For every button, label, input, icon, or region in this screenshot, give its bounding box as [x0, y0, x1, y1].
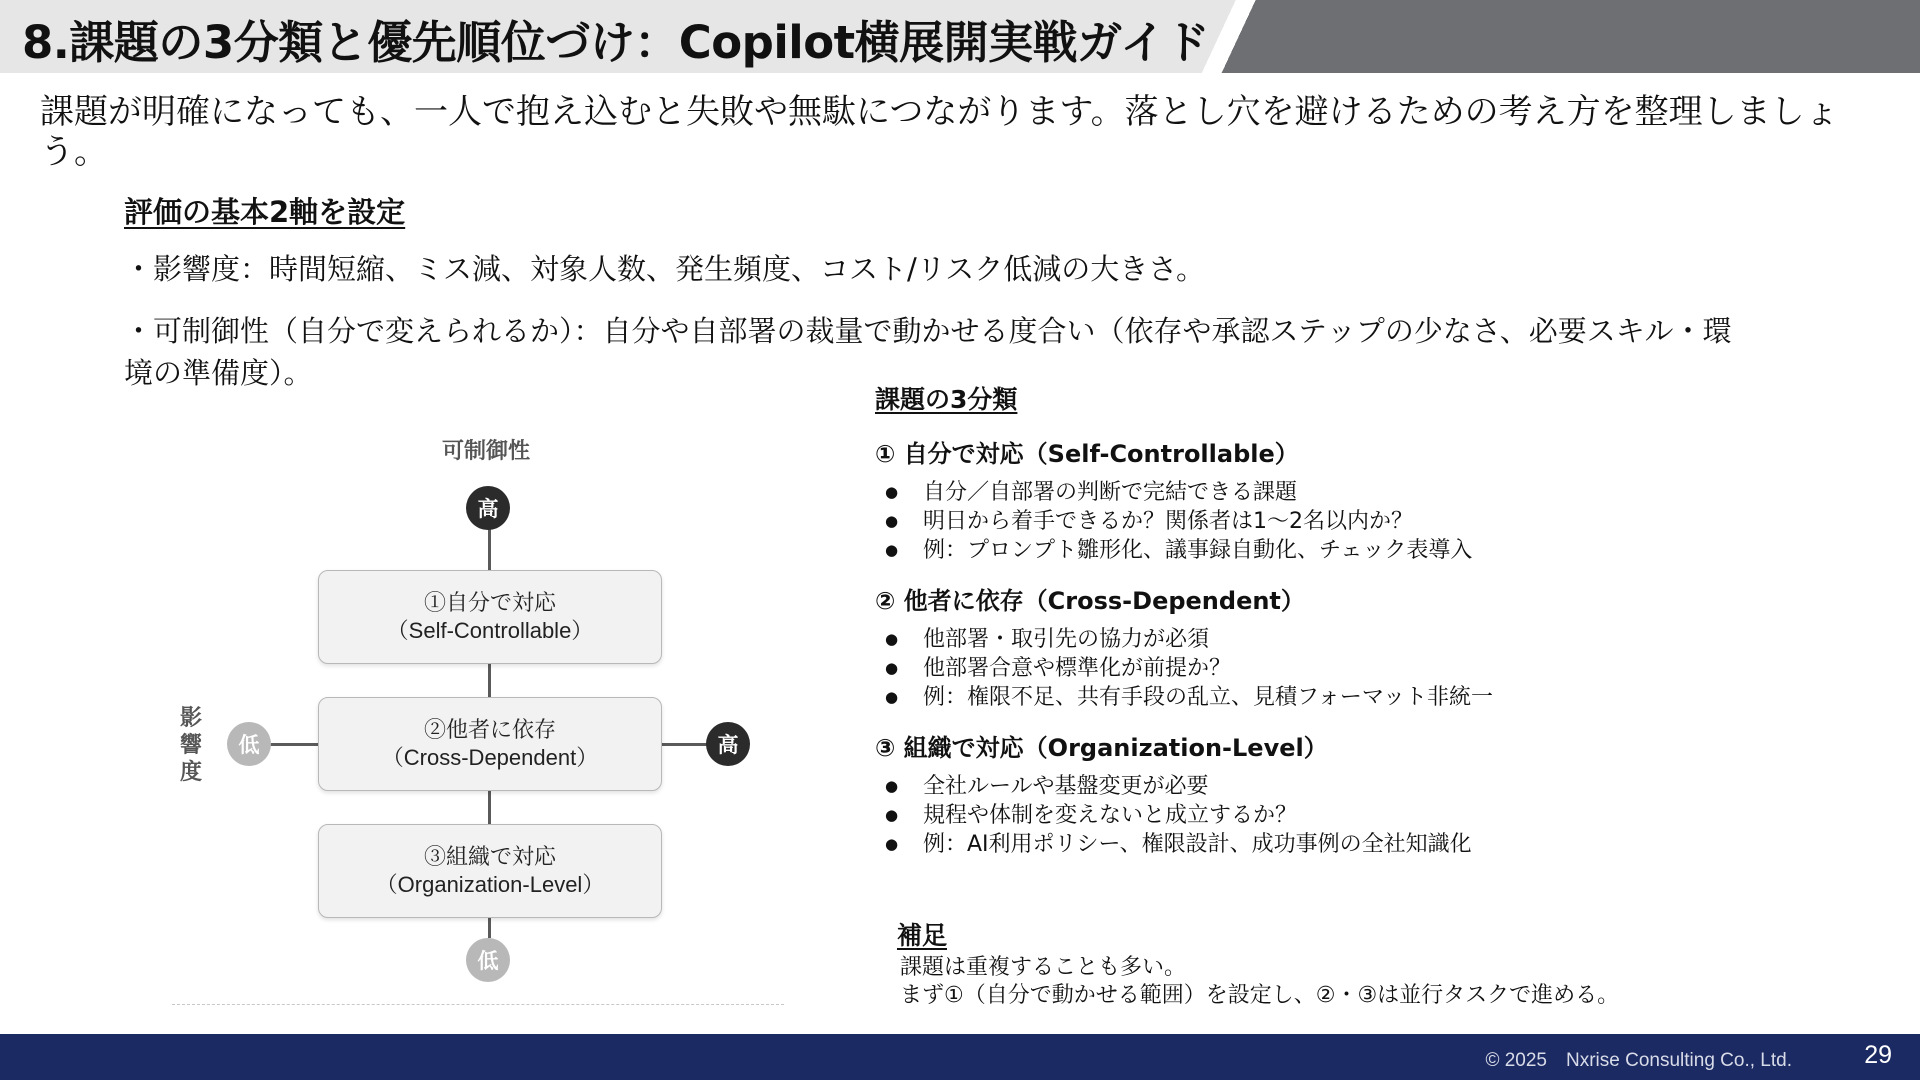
list-item: ● 全社ルールや基盤変更が必要 — [885, 772, 1472, 801]
connector-line — [488, 664, 491, 698]
box-title: ③組織で対応 — [423, 844, 556, 869]
list-item: ● 他部署・取引先の協力が必須 — [885, 625, 1493, 654]
page-number: 29 — [1864, 1041, 1892, 1069]
connector-line — [488, 916, 491, 938]
slide-title: 8.課題の3分類と優先順位づけ：Copilot横展開実戦ガイド — [22, 16, 1210, 69]
list-item: ● 例：権限不足、共有手段の乱立、見積フォーマット非統一 — [885, 683, 1493, 712]
low-marker: 低 — [227, 722, 271, 766]
connector-line — [488, 528, 491, 570]
category-bullets — [885, 772, 1472, 859]
note-text: まず①（自分で動かせる範囲）を設定し、②・③は並行タスクで進める。 — [900, 983, 1620, 1008]
box-cross-dependent — [318, 697, 662, 791]
box-subtitle: （Self-Controllable） — [386, 618, 594, 643]
list-item: ● 例：AI利用ポリシー、権限設計、成功事例の全社知識化 — [885, 830, 1472, 859]
classification-diagram — [0, 0, 800, 1010]
list-item: ● 明日から着手できるか？関係者は1～2名以内か？ — [885, 507, 1472, 536]
box-organization-level — [318, 824, 662, 918]
categories-heading: 課題の3分類 — [875, 385, 1018, 414]
axes-heading: 評価の基本2軸を設定 — [124, 195, 406, 229]
box-self-controllable — [318, 570, 662, 664]
box-subtitle: （Organization-Level） — [375, 872, 605, 897]
connector-line — [270, 743, 318, 746]
impact-axis-label: 影響度 — [179, 706, 202, 785]
note-text: 課題は重複することも多い。 — [900, 955, 1187, 980]
category-bullets — [885, 478, 1472, 565]
connector-line — [662, 743, 708, 746]
footer-bar — [0, 1034, 1920, 1080]
note-heading: 補足 — [897, 921, 948, 950]
connector-line — [488, 790, 491, 824]
list-item: ● 自分／自部署の判断で完結できる課題 — [885, 478, 1472, 507]
category-bullets — [885, 625, 1493, 712]
copyright-text: © 2025 Nxrise Consulting Co., Ltd. — [1485, 1050, 1792, 1071]
controllability-axis-label: 可制御性 — [442, 439, 531, 464]
list-item: ● 規程や体制を変えないと成立するか？ — [885, 801, 1472, 830]
box-subtitle: （Cross-Dependent） — [381, 745, 599, 770]
box-title: ①自分で対応 — [423, 590, 556, 615]
category-title: ② 他者に依存（Cross-Dependent） — [875, 587, 1305, 615]
list-item: ● 例：プロンプト雛形化、議事録自動化、チェック表導入 — [885, 536, 1472, 565]
controllability-definition: ・可制御性（自分で変えられるか）：自分や自部署の裁量で動かせる度合い（依存や承認ステップの少なさ、必要スキル・環境の準備度）。 — [124, 314, 1732, 390]
low-marker: 低 — [466, 938, 510, 982]
box-title: ②他者に依存 — [423, 717, 556, 742]
category-title: ① 自分で対応（Self-Controllable） — [875, 440, 1299, 468]
impact-definition: ・影響度：時間短縮、ミス減、対象人数、発生頻度、コスト/リスク低減の大きさ。 — [124, 252, 1206, 286]
list-item: ● 他部署合意や標準化が前提か？ — [885, 654, 1493, 683]
category-title: ③ 組織で対応（Organization-Level） — [875, 734, 1328, 762]
high-marker: 高 — [466, 486, 510, 530]
intro-text: 課題が明確になっても、一人で抱え込むと失敗や無駄につながります。落とし穴を避けるための考え方を整理しましょう。 — [40, 92, 1839, 172]
high-marker: 高 — [706, 722, 750, 766]
divider — [172, 1004, 784, 1005]
